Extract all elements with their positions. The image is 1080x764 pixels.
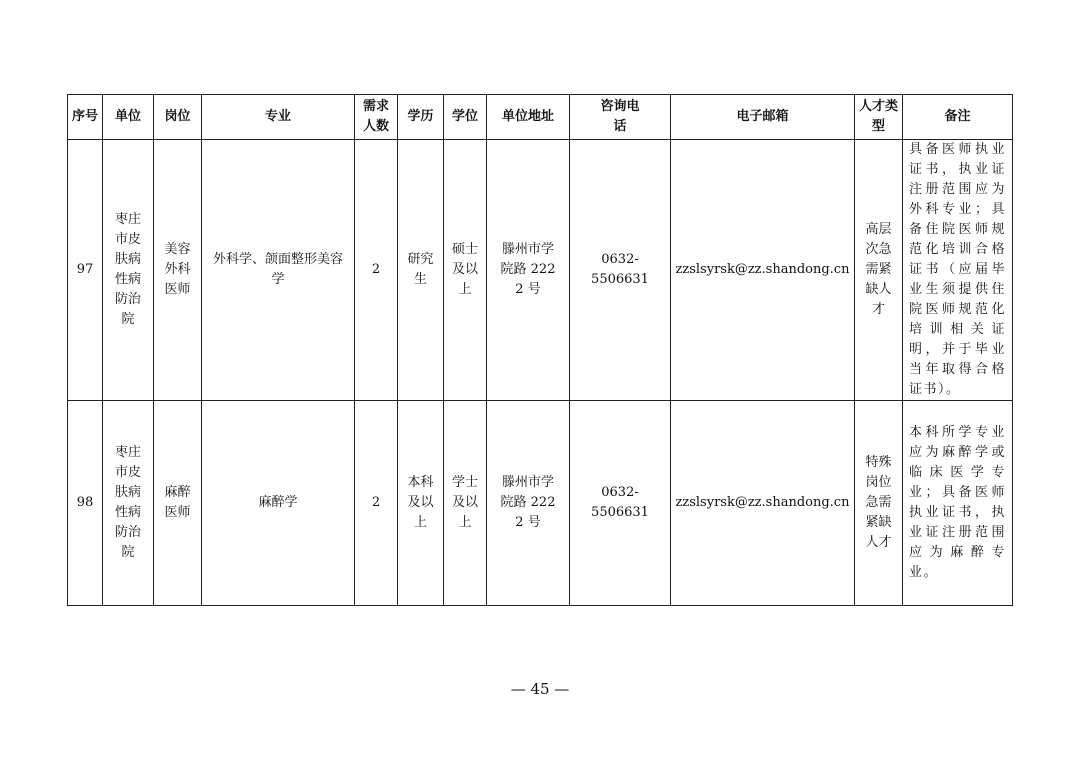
header-seq: 序号 [68, 95, 103, 140]
table-row [68, 401, 1013, 606]
cell-count: 2 [355, 140, 398, 401]
cell-remark: 本科所学专业应为麻醉学或临床医学专业；具备医师执业证书，执业证注册范围应为麻醉专业。 [903, 401, 1013, 606]
cell-major: 麻醉学 [202, 401, 355, 606]
cell-email: zzslsyrsk@zz.shandong.cn [671, 401, 855, 606]
cell-post: 麻醉医师 [154, 401, 202, 606]
cell-address: 滕州市学院路 2222 号 [487, 401, 570, 606]
cell-unit: 枣庄市皮肤病性病防治院 [103, 140, 154, 401]
header-edu: 学历 [398, 95, 444, 140]
header-count: 需求人数 [355, 95, 398, 140]
cell-remark: 具备医师执业证书，执业证注册范围应为外科专业；具备住院医师规范化培训合格证书（应届毕业生须提供住院医师规范化培训相关证明，并于毕业当年取得合格证书）。 [903, 140, 1013, 401]
cell-talent: 特殊岗位急需紧缺人才 [855, 401, 903, 606]
table-header-row [68, 95, 1013, 140]
table-row [68, 140, 1013, 401]
cell-phone: 0632-5506631 [570, 401, 671, 606]
page-number: — 45 — [510, 680, 570, 698]
cell-degree: 学士及以上 [444, 401, 487, 606]
cell-count: 2 [355, 401, 398, 606]
header-degree: 学位 [444, 95, 487, 140]
cell-talent: 高层次急需紧缺人才 [855, 140, 903, 401]
cell-phone: 0632-5506631 [570, 140, 671, 401]
header-address: 单位地址 [487, 95, 570, 140]
cell-major: 外科学、颌面整形美容学 [202, 140, 355, 401]
header-major: 专业 [202, 95, 355, 140]
header-remark: 备注 [903, 95, 1013, 140]
cell-seq: 98 [68, 401, 103, 606]
recruitment-table [67, 94, 1013, 606]
cell-edu: 本科及以上 [398, 401, 444, 606]
header-phone: 咨询电话 [570, 95, 671, 140]
cell-unit: 枣庄市皮肤病性病防治院 [103, 401, 154, 606]
cell-edu: 研究生 [398, 140, 444, 401]
cell-address: 滕州市学院路 2222 号 [487, 140, 570, 401]
header-talent: 人才类型 [855, 95, 903, 140]
header-post: 岗位 [154, 95, 202, 140]
cell-email: zzslsyrsk@zz.shandong.cn [671, 140, 855, 401]
header-email: 电子邮箱 [671, 95, 855, 140]
cell-post: 美容外科医师 [154, 140, 202, 401]
cell-degree: 硕士及以上 [444, 140, 487, 401]
cell-seq: 97 [68, 140, 103, 401]
header-unit: 单位 [103, 95, 154, 140]
